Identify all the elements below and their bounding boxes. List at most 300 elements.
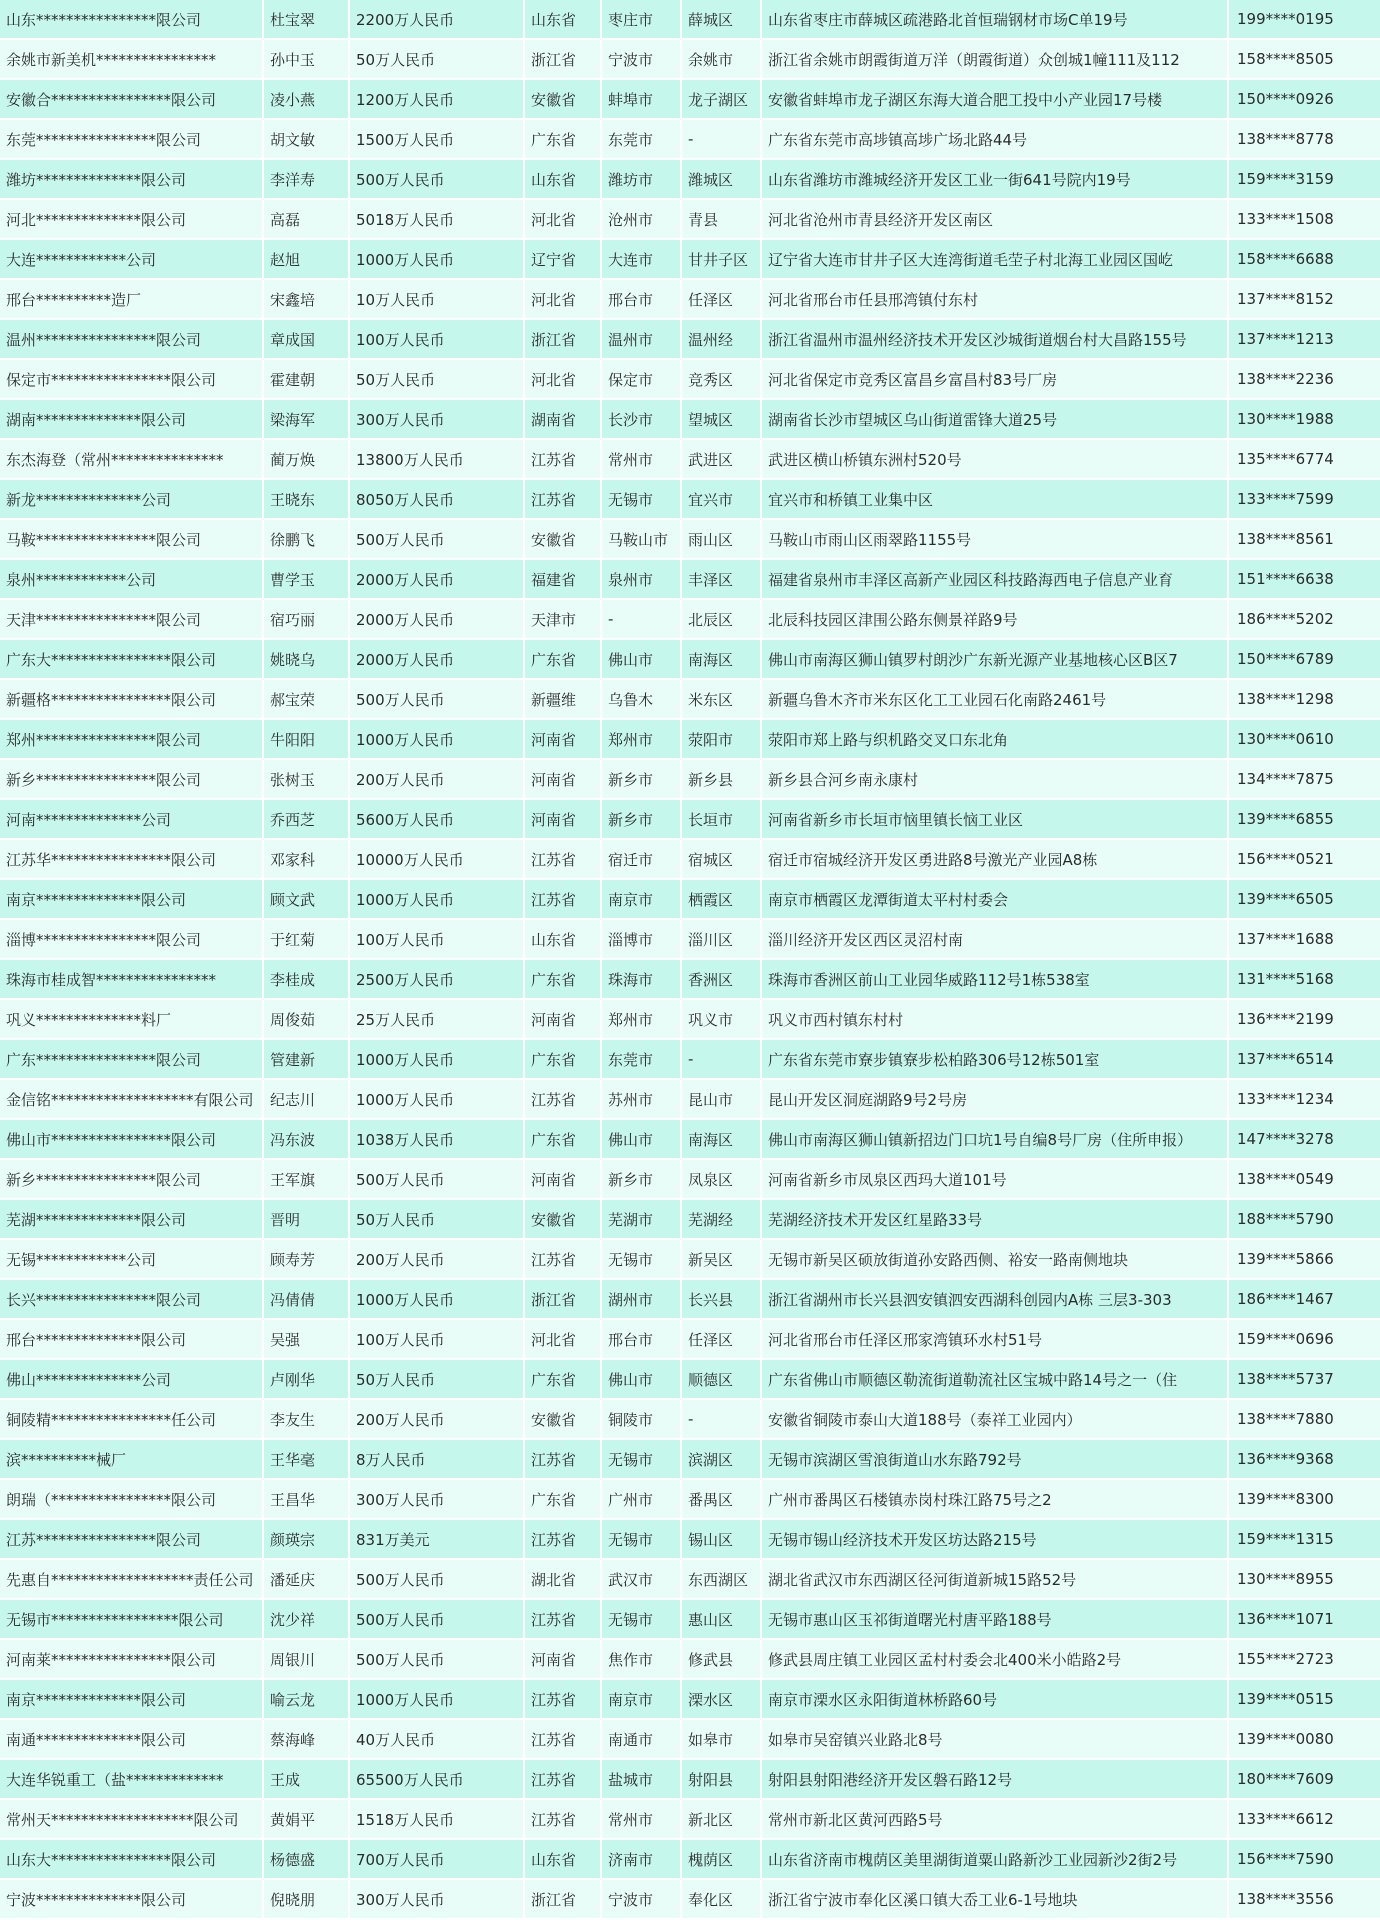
legal-rep-cell: 王晓东 <box>264 480 350 520</box>
legal-rep-cell: 梁海军 <box>264 400 350 440</box>
legal-rep-cell: 卢刚华 <box>264 1360 350 1400</box>
phone-cell: 131****5168 <box>1229 960 1380 1000</box>
province-cell: 江苏省 <box>525 1520 602 1560</box>
district-cell: 奉化区 <box>682 1880 762 1920</box>
registered-capital-cell: 100万人民币 <box>350 320 525 360</box>
company-name-cell: 常州天*******************限公司 <box>0 1800 264 1840</box>
table-row <box>0 720 1380 760</box>
phone-cell: 156****0521 <box>1229 840 1380 880</box>
company-name-cell: 东杰海登（常州*************** <box>0 440 264 480</box>
address-cell: 宜兴市和桥镇工业集中区 <box>762 480 1229 520</box>
province-cell: 新疆维 <box>525 680 602 720</box>
province-cell: 河南省 <box>525 1160 602 1200</box>
city-cell: 无锡市 <box>602 1240 682 1280</box>
table-row <box>0 1760 1380 1800</box>
registered-capital-cell: 2200万人民币 <box>350 0 525 40</box>
company-name-cell: 江苏华****************限公司 <box>0 840 264 880</box>
phone-cell: 186****1467 <box>1229 1280 1380 1320</box>
phone-cell: 139****0080 <box>1229 1720 1380 1760</box>
legal-rep-cell: 宿巧丽 <box>264 600 350 640</box>
province-cell: 广东省 <box>525 1360 602 1400</box>
legal-rep-cell: 王华毫 <box>264 1440 350 1480</box>
district-cell: 青县 <box>682 200 762 240</box>
city-cell: 南京市 <box>602 880 682 920</box>
district-cell: 淄川区 <box>682 920 762 960</box>
registered-capital-cell: 1200万人民币 <box>350 80 525 120</box>
company-name-cell: 天津****************限公司 <box>0 600 264 640</box>
province-cell: 河北省 <box>525 200 602 240</box>
district-cell: 武进区 <box>682 440 762 480</box>
company-name-cell: 山东大****************限公司 <box>0 1840 264 1880</box>
province-cell: 浙江省 <box>525 40 602 80</box>
city-cell: 东莞市 <box>602 120 682 160</box>
registered-capital-cell: 100万人民币 <box>350 920 525 960</box>
province-cell: 江苏省 <box>525 1600 602 1640</box>
city-cell: 无锡市 <box>602 1440 682 1480</box>
city-cell: 邢台市 <box>602 280 682 320</box>
district-cell: - <box>682 1040 762 1080</box>
province-cell: 福建省 <box>525 560 602 600</box>
legal-rep-cell: 牛阳阳 <box>264 720 350 760</box>
province-cell: 湖南省 <box>525 400 602 440</box>
registered-capital-cell: 50万人民币 <box>350 1200 525 1240</box>
district-cell: 东西湖区 <box>682 1560 762 1600</box>
registered-capital-cell: 500万人民币 <box>350 160 525 200</box>
city-cell: 宁波市 <box>602 1880 682 1920</box>
legal-rep-cell: 冯倩倩 <box>264 1280 350 1320</box>
phone-cell: 139****6505 <box>1229 880 1380 920</box>
city-cell: 新乡市 <box>602 800 682 840</box>
address-cell: 浙江省宁波市奉化区溪口镇大岙工业6-1号地块 <box>762 1880 1229 1920</box>
city-cell: 枣庄市 <box>602 0 682 40</box>
registered-capital-cell: 300万人民币 <box>350 400 525 440</box>
legal-rep-cell: 蔡海峰 <box>264 1720 350 1760</box>
legal-rep-cell: 管建新 <box>264 1040 350 1080</box>
province-cell: 天津市 <box>525 600 602 640</box>
table-row <box>0 1680 1380 1720</box>
company-name-cell: 新疆格****************限公司 <box>0 680 264 720</box>
province-cell: 山东省 <box>525 1840 602 1880</box>
registered-capital-cell: 500万人民币 <box>350 520 525 560</box>
phone-cell: 133****1234 <box>1229 1080 1380 1120</box>
table-row <box>0 80 1380 120</box>
phone-cell: 138****5737 <box>1229 1360 1380 1400</box>
district-cell: 龙子湖区 <box>682 80 762 120</box>
phone-cell: 139****0515 <box>1229 1680 1380 1720</box>
table-row <box>0 0 1380 40</box>
address-cell: 山东省潍坊市潍城经济开发区工业一街641号院内19号 <box>762 160 1229 200</box>
district-cell: 栖霞区 <box>682 880 762 920</box>
legal-rep-cell: 李洋寿 <box>264 160 350 200</box>
table-row <box>0 920 1380 960</box>
province-cell: 江苏省 <box>525 840 602 880</box>
province-cell: 辽宁省 <box>525 240 602 280</box>
registered-capital-cell: 1000万人民币 <box>350 720 525 760</box>
province-cell: 江苏省 <box>525 1440 602 1480</box>
company-name-cell: 金信铭*******************有限公司 <box>0 1080 264 1120</box>
registered-capital-cell: 200万人民币 <box>350 1400 525 1440</box>
phone-cell: 158****6688 <box>1229 240 1380 280</box>
city-cell: 南通市 <box>602 1720 682 1760</box>
registered-capital-cell: 700万人民币 <box>350 1840 525 1880</box>
company-name-cell: 江苏****************限公司 <box>0 1520 264 1560</box>
table-row <box>0 600 1380 640</box>
registered-capital-cell: 1000万人民币 <box>350 1680 525 1720</box>
table-row <box>0 1600 1380 1640</box>
address-cell: 河北省邢台市任泽区邢家湾镇环水村51号 <box>762 1320 1229 1360</box>
registered-capital-cell: 831万美元 <box>350 1520 525 1560</box>
registered-capital-cell: 1038万人民币 <box>350 1120 525 1160</box>
district-cell: - <box>682 1400 762 1440</box>
district-cell: 锡山区 <box>682 1520 762 1560</box>
phone-cell: 130****1988 <box>1229 400 1380 440</box>
address-cell: 无锡市惠山区玉祁街道曙光村唐平路188号 <box>762 1600 1229 1640</box>
district-cell: 溧水区 <box>682 1680 762 1720</box>
table-row <box>0 280 1380 320</box>
registered-capital-cell: 300万人民币 <box>350 1880 525 1920</box>
district-cell: 凤泉区 <box>682 1160 762 1200</box>
district-cell: 香洲区 <box>682 960 762 1000</box>
phone-cell: 139****8300 <box>1229 1480 1380 1520</box>
district-cell: 新北区 <box>682 1800 762 1840</box>
district-cell: - <box>682 120 762 160</box>
address-cell: 南京市栖霞区龙潭街道太平村村委会 <box>762 880 1229 920</box>
address-cell: 湖南省长沙市望城区乌山街道雷锋大道25号 <box>762 400 1229 440</box>
address-cell: 浙江省温州市温州经济技术开发区沙城街道烟台村大昌路155号 <box>762 320 1229 360</box>
city-cell: 潍坊市 <box>602 160 682 200</box>
province-cell: 安徽省 <box>525 80 602 120</box>
company-name-cell: 南京**************限公司 <box>0 1680 264 1720</box>
province-cell: 河南省 <box>525 1000 602 1040</box>
registered-capital-cell: 2000万人民币 <box>350 600 525 640</box>
table-row <box>0 1520 1380 1560</box>
address-cell: 广州市番禺区石楼镇赤岗村珠江路75号之2 <box>762 1480 1229 1520</box>
legal-rep-cell: 徐鹏飞 <box>264 520 350 560</box>
district-cell: 新乡县 <box>682 760 762 800</box>
legal-rep-cell: 沈少祥 <box>264 1600 350 1640</box>
district-cell: 任泽区 <box>682 1320 762 1360</box>
legal-rep-cell: 冯东波 <box>264 1120 350 1160</box>
phone-cell: 186****5202 <box>1229 600 1380 640</box>
province-cell: 广东省 <box>525 120 602 160</box>
table-row <box>0 840 1380 880</box>
province-cell: 广东省 <box>525 1040 602 1080</box>
company-name-cell: 巩义**************料厂 <box>0 1000 264 1040</box>
table-row <box>0 1880 1380 1920</box>
phone-cell: 138****1298 <box>1229 680 1380 720</box>
address-cell: 河北省保定市竞秀区富昌乡富昌村83号厂房 <box>762 360 1229 400</box>
phone-cell: 139****5866 <box>1229 1240 1380 1280</box>
city-cell: 新乡市 <box>602 760 682 800</box>
address-cell: 广东省东莞市高埗镇高埗广场北路44号 <box>762 120 1229 160</box>
table-row <box>0 1200 1380 1240</box>
registered-capital-cell: 50万人民币 <box>350 1360 525 1400</box>
district-cell: 槐荫区 <box>682 1840 762 1880</box>
address-cell: 无锡市滨湖区雪浪街道山水东路792号 <box>762 1440 1229 1480</box>
legal-rep-cell: 顾寿芳 <box>264 1240 350 1280</box>
city-cell: 珠海市 <box>602 960 682 1000</box>
address-cell: 河北省邢台市任县邢湾镇付东村 <box>762 280 1229 320</box>
address-cell: 淄川经济开发区西区灵沼村南 <box>762 920 1229 960</box>
table-row <box>0 200 1380 240</box>
company-name-cell: 宁波**************限公司 <box>0 1880 264 1920</box>
company-name-cell: 邢台**************限公司 <box>0 1320 264 1360</box>
registered-capital-cell: 500万人民币 <box>350 1640 525 1680</box>
district-cell: 惠山区 <box>682 1600 762 1640</box>
district-cell: 甘井子区 <box>682 240 762 280</box>
legal-rep-cell: 姚晓乌 <box>264 640 350 680</box>
phone-cell: 137****1213 <box>1229 320 1380 360</box>
phone-cell: 133****1508 <box>1229 200 1380 240</box>
company-name-cell: 山东****************限公司 <box>0 0 264 40</box>
address-cell: 山东省枣庄市薛城区疏港路北首恒瑞钢材市场C单19号 <box>762 0 1229 40</box>
province-cell: 安徽省 <box>525 1400 602 1440</box>
city-cell: 邢台市 <box>602 1320 682 1360</box>
phone-cell: 139****6855 <box>1229 800 1380 840</box>
city-cell: 武汉市 <box>602 1560 682 1600</box>
registered-capital-cell: 2000万人民币 <box>350 640 525 680</box>
address-cell: 新乡县合河乡南永康村 <box>762 760 1229 800</box>
phone-cell: 133****7599 <box>1229 480 1380 520</box>
company-name-cell: 滨**********械厂 <box>0 1440 264 1480</box>
company-name-cell: 郑州****************限公司 <box>0 720 264 760</box>
province-cell: 安徽省 <box>525 520 602 560</box>
phone-cell: 150****6789 <box>1229 640 1380 680</box>
address-cell: 芜湖经济技术开发区红星路33号 <box>762 1200 1229 1240</box>
address-cell: 新疆乌鲁木齐市米东区化工工业园石化南路2461号 <box>762 680 1229 720</box>
province-cell: 山东省 <box>525 0 602 40</box>
city-cell: 常州市 <box>602 1800 682 1840</box>
province-cell: 湖北省 <box>525 1560 602 1600</box>
table-row <box>0 1480 1380 1520</box>
legal-rep-cell: 喻云龙 <box>264 1680 350 1720</box>
table-row <box>0 320 1380 360</box>
company-name-cell: 潍坊**************限公司 <box>0 160 264 200</box>
registered-capital-cell: 5018万人民币 <box>350 200 525 240</box>
company-name-cell: 马鞍****************限公司 <box>0 520 264 560</box>
city-cell: 苏州市 <box>602 1080 682 1120</box>
district-cell: 新吴区 <box>682 1240 762 1280</box>
registered-capital-cell: 2500万人民币 <box>350 960 525 1000</box>
city-cell: 无锡市 <box>602 1520 682 1560</box>
legal-rep-cell: 潘延庆 <box>264 1560 350 1600</box>
phone-cell: 136****1071 <box>1229 1600 1380 1640</box>
table-row <box>0 360 1380 400</box>
legal-rep-cell: 宋鑫培 <box>264 280 350 320</box>
company-name-cell: 保定市****************限公司 <box>0 360 264 400</box>
phone-cell: 136****2199 <box>1229 1000 1380 1040</box>
phone-cell: 137****1688 <box>1229 920 1380 960</box>
table-row <box>0 760 1380 800</box>
province-cell: 江苏省 <box>525 1080 602 1120</box>
address-cell: 福建省泉州市丰泽区高新产业园区科技路海西电子信息产业育 <box>762 560 1229 600</box>
address-cell: 河南省新乡市长垣市恼里镇长恼工业区 <box>762 800 1229 840</box>
legal-rep-cell: 曹学玉 <box>264 560 350 600</box>
table-row <box>0 240 1380 280</box>
legal-rep-cell: 周银川 <box>264 1640 350 1680</box>
registered-capital-cell: 1518万人民币 <box>350 1800 525 1840</box>
phone-cell: 159****0696 <box>1229 1320 1380 1360</box>
address-cell: 北辰科技园区津围公路东侧景祥路9号 <box>762 600 1229 640</box>
table-row <box>0 120 1380 160</box>
province-cell: 江苏省 <box>525 440 602 480</box>
phone-cell: 138****0549 <box>1229 1160 1380 1200</box>
company-name-cell: 新乡****************限公司 <box>0 760 264 800</box>
address-cell: 常州市新北区黄河西路5号 <box>762 1800 1229 1840</box>
legal-rep-cell: 郝宝荣 <box>264 680 350 720</box>
table-row <box>0 400 1380 440</box>
phone-cell: 180****7609 <box>1229 1760 1380 1800</box>
table-row <box>0 1720 1380 1760</box>
table-row <box>0 800 1380 840</box>
province-cell: 江苏省 <box>525 1720 602 1760</box>
province-cell: 山东省 <box>525 160 602 200</box>
district-cell: 望城区 <box>682 400 762 440</box>
phone-cell: 188****5790 <box>1229 1200 1380 1240</box>
district-cell: 长兴县 <box>682 1280 762 1320</box>
registered-capital-cell: 1000万人民币 <box>350 1280 525 1320</box>
company-name-cell: 邢台**********造厂 <box>0 280 264 320</box>
address-cell: 浙江省湖州市长兴县泗安镇泗安西湖科创园内A栋 三层3-303 <box>762 1280 1229 1320</box>
city-cell: 焦作市 <box>602 1640 682 1680</box>
district-cell: 南海区 <box>682 1120 762 1160</box>
company-name-cell: 芜湖**************限公司 <box>0 1200 264 1240</box>
legal-rep-cell: 于红菊 <box>264 920 350 960</box>
table-row <box>0 1000 1380 1040</box>
address-cell: 无锡市锡山经济技术开发区坊达路215号 <box>762 1520 1229 1560</box>
legal-rep-cell: 霍建朝 <box>264 360 350 400</box>
table-row <box>0 1360 1380 1400</box>
legal-rep-cell: 章成国 <box>264 320 350 360</box>
table-row <box>0 1400 1380 1440</box>
table-row <box>0 1280 1380 1320</box>
legal-rep-cell: 凌小燕 <box>264 80 350 120</box>
registered-capital-cell: 8050万人民币 <box>350 480 525 520</box>
legal-rep-cell: 纪志川 <box>264 1080 350 1120</box>
table-row <box>0 160 1380 200</box>
company-name-cell: 佛山**************公司 <box>0 1360 264 1400</box>
city-cell: 泉州市 <box>602 560 682 600</box>
city-cell: 大连市 <box>602 240 682 280</box>
city-cell: 东莞市 <box>602 1040 682 1080</box>
registered-capital-cell: 1000万人民币 <box>350 880 525 920</box>
district-cell: 丰泽区 <box>682 560 762 600</box>
city-cell: 保定市 <box>602 360 682 400</box>
district-cell: 射阳县 <box>682 1760 762 1800</box>
table-row <box>0 560 1380 600</box>
address-cell: 昆山开发区洞庭湖路9号2号房 <box>762 1080 1229 1120</box>
phone-cell: 135****6774 <box>1229 440 1380 480</box>
legal-rep-cell: 晋明 <box>264 1200 350 1240</box>
registered-capital-cell: 500万人民币 <box>350 1560 525 1600</box>
legal-rep-cell: 王军旗 <box>264 1160 350 1200</box>
city-cell: 郑州市 <box>602 720 682 760</box>
phone-cell: 138****2236 <box>1229 360 1380 400</box>
table-row <box>0 1440 1380 1480</box>
table-row <box>0 1800 1380 1840</box>
city-cell: 芜湖市 <box>602 1200 682 1240</box>
registered-capital-cell: 10万人民币 <box>350 280 525 320</box>
province-cell: 河北省 <box>525 360 602 400</box>
legal-rep-cell: 乔西芝 <box>264 800 350 840</box>
district-cell: 巩义市 <box>682 1000 762 1040</box>
table-row <box>0 1040 1380 1080</box>
district-cell: 竞秀区 <box>682 360 762 400</box>
district-cell: 南海区 <box>682 640 762 680</box>
address-cell: 南京市溧水区永阳街道林桥路60号 <box>762 1680 1229 1720</box>
address-cell: 山东省济南市槐荫区美里湖街道粟山路新沙工业园新沙2街2号 <box>762 1840 1229 1880</box>
district-cell: 滨湖区 <box>682 1440 762 1480</box>
company-name-cell: 湖南**************限公司 <box>0 400 264 440</box>
address-cell: 如皋市吴窑镇兴业路北8号 <box>762 1720 1229 1760</box>
registered-capital-cell: 50万人民币 <box>350 360 525 400</box>
city-cell: 宁波市 <box>602 40 682 80</box>
province-cell: 广东省 <box>525 1120 602 1160</box>
company-name-cell: 珠海市桂成智**************** <box>0 960 264 1000</box>
province-cell: 江苏省 <box>525 1760 602 1800</box>
legal-rep-cell: 赵旭 <box>264 240 350 280</box>
registered-capital-cell: 8万人民币 <box>350 1440 525 1480</box>
address-cell: 佛山市南海区狮山镇罗村朗沙广东新光源产业基地核心区B区7 <box>762 640 1229 680</box>
address-cell: 安徽省铜陵市泰山大道188号（泰祥工业园内） <box>762 1400 1229 1440</box>
registered-capital-cell: 300万人民币 <box>350 1480 525 1520</box>
district-cell: 长垣市 <box>682 800 762 840</box>
district-cell: 潍城区 <box>682 160 762 200</box>
province-cell: 广东省 <box>525 960 602 1000</box>
province-cell: 山东省 <box>525 920 602 960</box>
province-cell: 安徽省 <box>525 1200 602 1240</box>
legal-rep-cell: 黄娟平 <box>264 1800 350 1840</box>
table-row <box>0 480 1380 520</box>
city-cell: 常州市 <box>602 440 682 480</box>
registered-capital-cell: 200万人民币 <box>350 760 525 800</box>
legal-rep-cell: 杨德盛 <box>264 1840 350 1880</box>
table-row <box>0 960 1380 1000</box>
city-cell: 无锡市 <box>602 480 682 520</box>
province-cell: 江苏省 <box>525 1800 602 1840</box>
address-cell: 佛山市南海区狮山镇新招边门口坑1号自编8号厂房（住所申报） <box>762 1120 1229 1160</box>
legal-rep-cell: 张树玉 <box>264 760 350 800</box>
company-name-cell: 余姚市新美机**************** <box>0 40 264 80</box>
table-row <box>0 1160 1380 1200</box>
city-cell: 宿迁市 <box>602 840 682 880</box>
city-cell: 蚌埠市 <box>602 80 682 120</box>
province-cell: 浙江省 <box>525 1280 602 1320</box>
company-name-cell: 无锡************公司 <box>0 1240 264 1280</box>
address-cell: 安徽省蚌埠市龙子湖区东海大道合肥工投中小产业园17号楼 <box>762 80 1229 120</box>
registered-capital-cell: 1000万人民币 <box>350 240 525 280</box>
city-cell: 佛山市 <box>602 1120 682 1160</box>
phone-cell: 138****7880 <box>1229 1400 1380 1440</box>
phone-cell: 199****0195 <box>1229 0 1380 40</box>
legal-rep-cell: 李友生 <box>264 1400 350 1440</box>
registered-capital-cell: 40万人民币 <box>350 1720 525 1760</box>
phone-cell: 130****8955 <box>1229 1560 1380 1600</box>
district-cell: 米东区 <box>682 680 762 720</box>
legal-rep-cell: 蔺万焕 <box>264 440 350 480</box>
legal-rep-cell: 邓家科 <box>264 840 350 880</box>
registered-capital-cell: 50万人民币 <box>350 40 525 80</box>
table-row <box>0 1640 1380 1680</box>
province-cell: 河北省 <box>525 1320 602 1360</box>
address-cell: 珠海市香洲区前山工业园华威路112号1栋538室 <box>762 960 1229 1000</box>
city-cell: - <box>602 600 682 640</box>
phone-cell: 138****8778 <box>1229 120 1380 160</box>
registered-capital-cell: 65500万人民币 <box>350 1760 525 1800</box>
province-cell: 浙江省 <box>525 1880 602 1920</box>
phone-cell: 155****2723 <box>1229 1640 1380 1680</box>
district-cell: 温州经 <box>682 320 762 360</box>
